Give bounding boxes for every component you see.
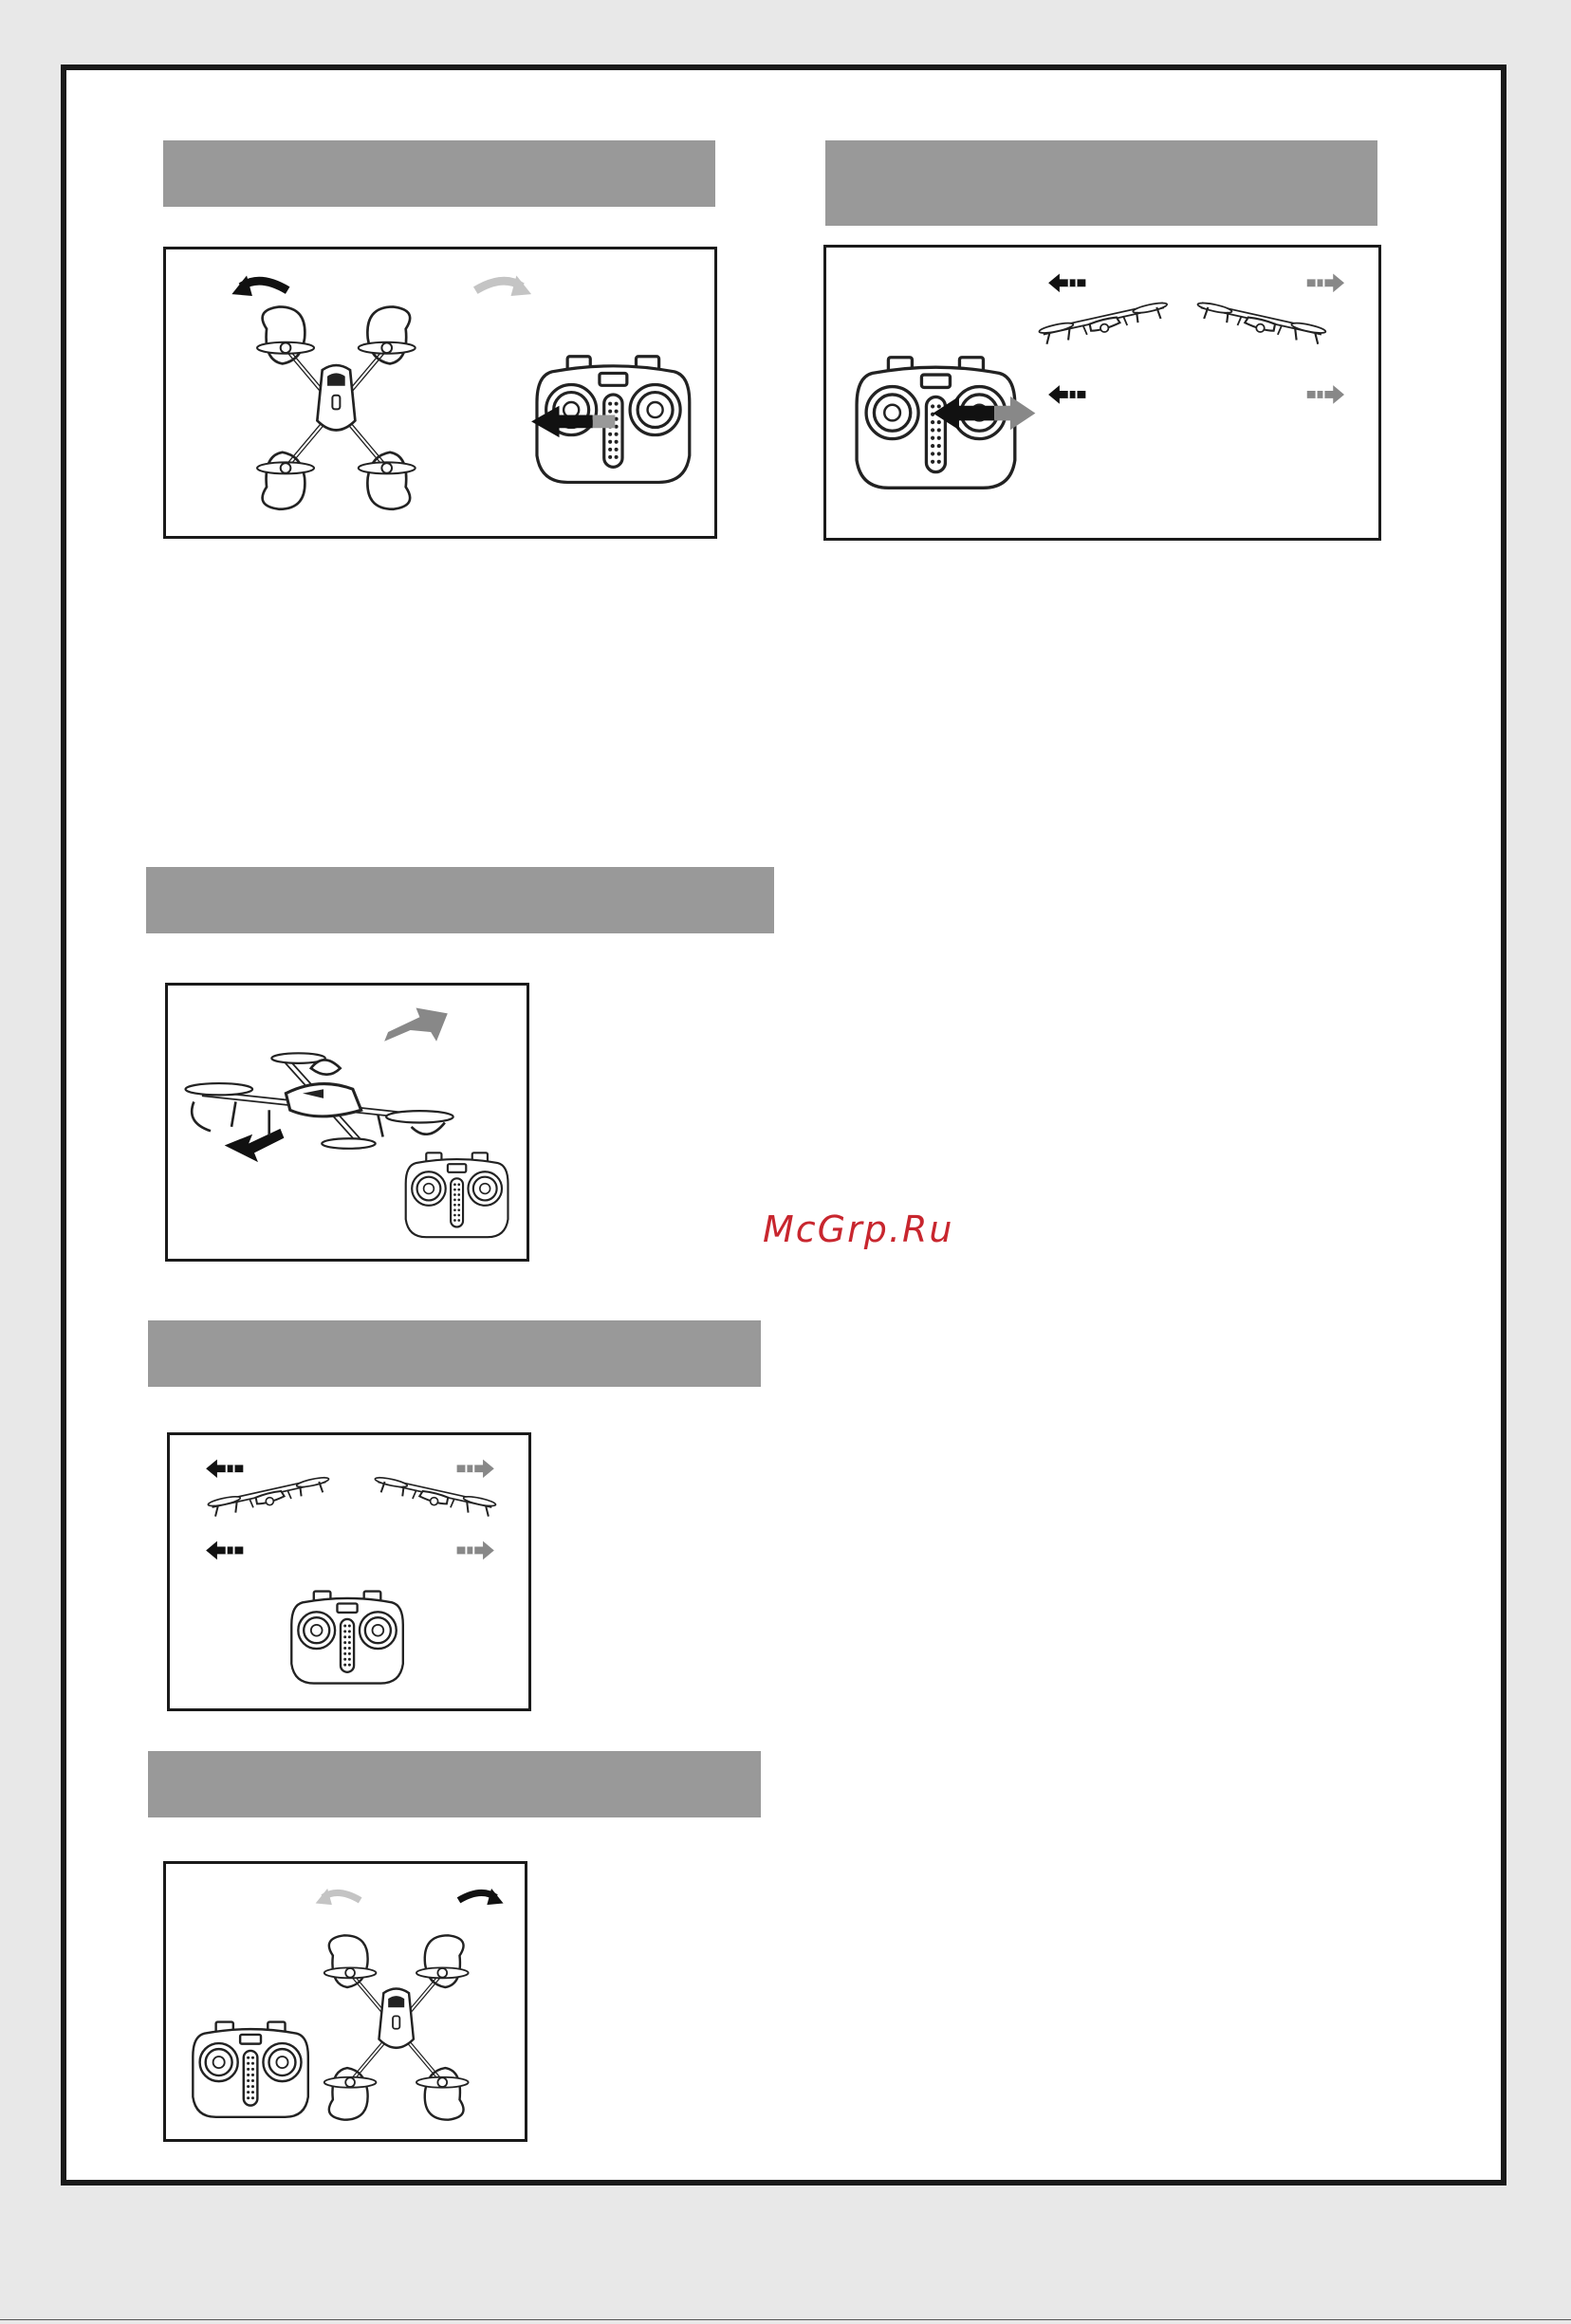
drone-side-icon <box>1039 301 1168 343</box>
drone-top-icon <box>324 1935 469 2119</box>
controller-icon <box>857 358 1015 489</box>
arrow-left-icon <box>206 1459 243 1478</box>
curved-arrow-left-icon <box>316 1889 360 1905</box>
page-frame <box>61 65 1506 2186</box>
arrow-left-icon <box>206 1541 243 1560</box>
drone-side-icon <box>375 1476 497 1517</box>
footer-divider <box>0 2319 1571 2320</box>
section-4-banner <box>148 1320 761 1387</box>
arrow-right-gray-icon <box>593 415 616 429</box>
arrow-forward-icon <box>384 1008 448 1042</box>
arrow-right-icon <box>457 1459 494 1478</box>
section-5-panel <box>163 1861 527 2142</box>
curved-arrow-right-icon <box>475 275 531 296</box>
controller-icon <box>291 1592 403 1684</box>
section-1-panel <box>163 247 717 539</box>
section-4-illustration <box>170 1435 528 1708</box>
section-5-illustration <box>166 1864 525 2139</box>
section-1-banner <box>163 140 715 207</box>
arrow-right-icon <box>457 1541 494 1560</box>
controller-icon <box>193 2022 307 2117</box>
arrow-left-icon <box>1048 273 1085 292</box>
controller-icon <box>406 1153 508 1237</box>
section-2-panel <box>823 245 1381 541</box>
section-2-illustration <box>826 248 1378 538</box>
watermark-text: McGrp.Ru <box>763 1208 954 1250</box>
arrow-backward-icon <box>225 1129 285 1162</box>
curved-arrow-left-icon <box>231 275 287 296</box>
section-1-illustration <box>166 249 714 536</box>
section-3-illustration <box>168 986 527 1259</box>
curved-arrow-right-icon <box>459 1889 504 1905</box>
section-3-panel <box>165 983 529 1262</box>
section-4-panel <box>167 1432 531 1711</box>
arrow-right-icon <box>1307 273 1344 292</box>
drone-top-icon <box>257 306 416 508</box>
drone-side-icon <box>1197 301 1326 343</box>
section-5-banner <box>148 1751 761 1817</box>
drone-perspective-icon <box>186 1053 453 1149</box>
drone-side-icon <box>208 1476 330 1517</box>
arrow-right-icon <box>1307 385 1344 404</box>
section-3-banner <box>146 867 774 933</box>
section-2-banner <box>825 140 1377 226</box>
arrow-left-icon <box>1048 385 1085 404</box>
